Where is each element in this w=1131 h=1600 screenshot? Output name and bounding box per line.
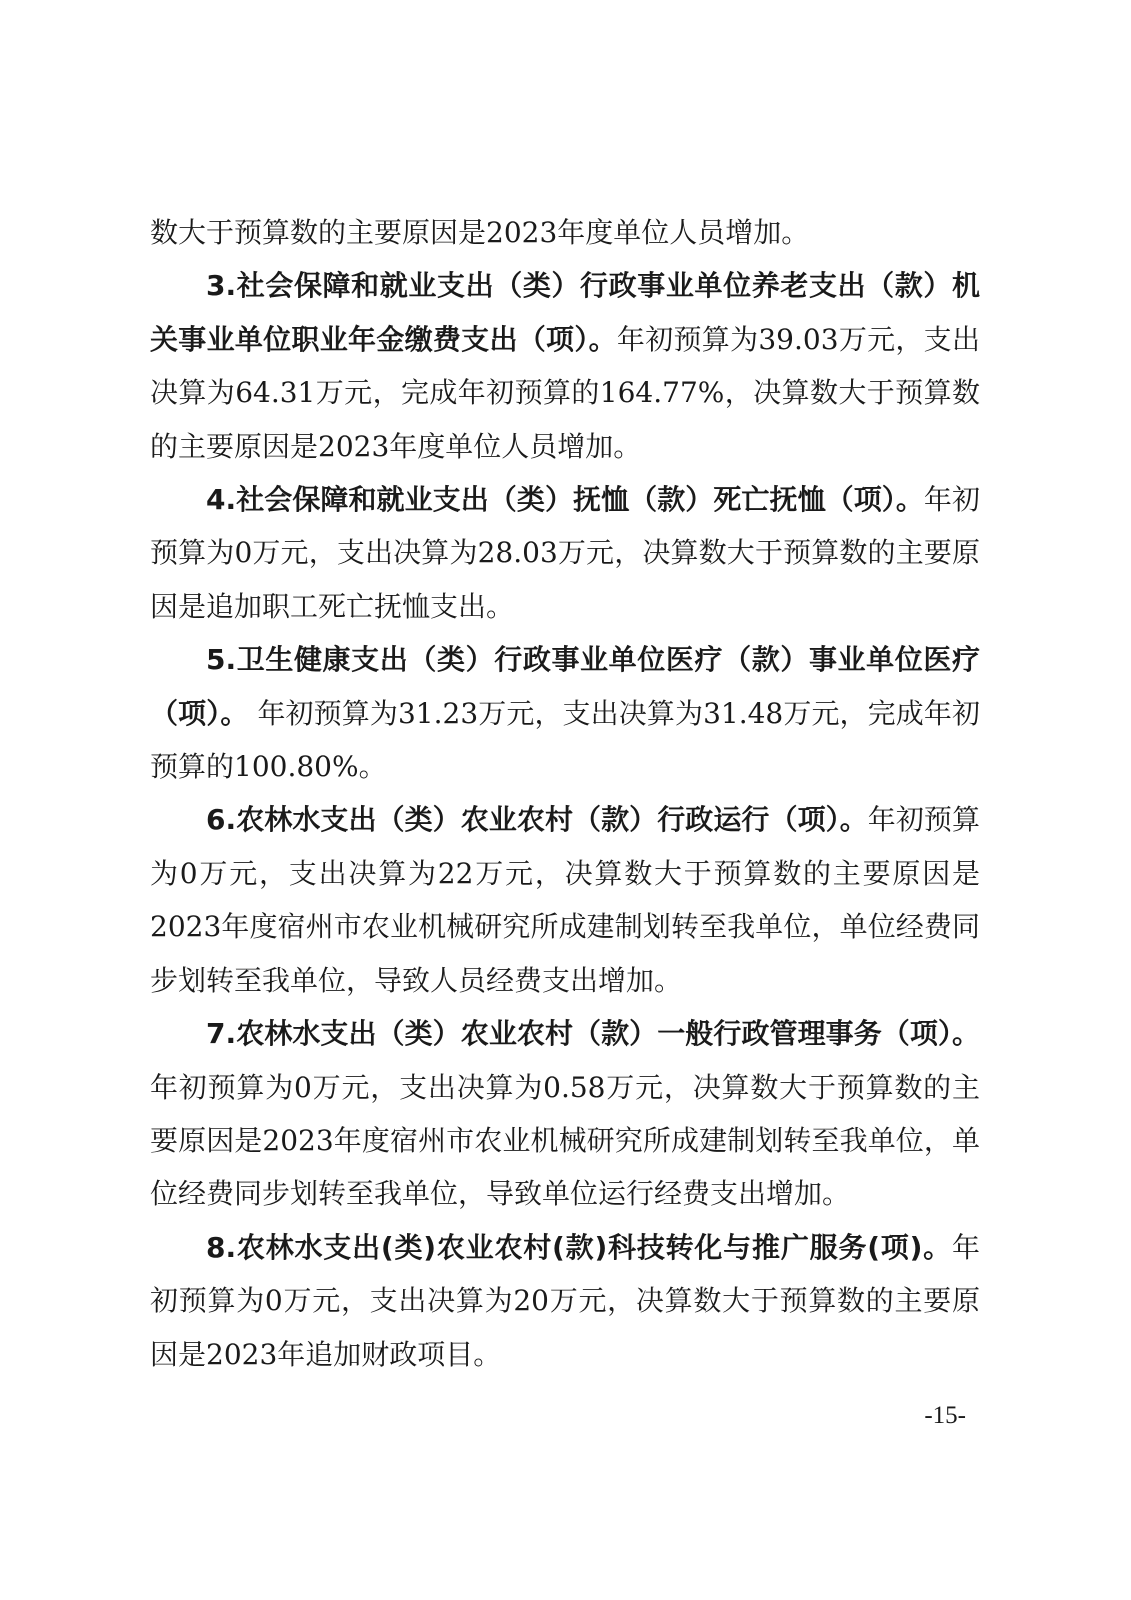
item-8-text: 年初预算为0万元，支出决算为20万元，决算数大于预算数的主要原因是2023年追加财政项目。 [150, 1230, 980, 1371]
item-4-paragraph [150, 473, 980, 633]
item-8-heading: 8.农林水支出(类)农业农村(款)科技转化与推广服务(项)。 [206, 1230, 952, 1264]
item-3-heading: 3.社会保障和就业支出（类）行政事业单位养老支出（款）机关事业单位职业年金缴费支出（项）。 [150, 269, 980, 356]
item-6-heading: 6.农林水支出（类）农业农村（款）行政运行（项）。 [206, 803, 868, 837]
item-8-paragraph [150, 1221, 980, 1381]
item-4-heading: 4.社会保障和就业支出（类）抚恤（款）死亡抚恤（项）。 [206, 483, 924, 517]
item-3-paragraph [150, 259, 980, 473]
page-number: -15- [924, 1402, 966, 1429]
item-7-paragraph [150, 1007, 980, 1221]
item-3-text: 年初预算为39.03万元，支出决算为64.31万元，完成年初预算的164.77%，决算数大于预算数的主要原因是2023年度单位人员增加。 [150, 322, 980, 463]
item-5-paragraph [150, 633, 980, 793]
item-7-text: 年初预算为0万元，支出决算为0.58万元，决算数大于预算数的主要原因是2023年度宿州市农业机械研究所成建制划转至我单位，单位经费同步划转至我单位，导致单位运行经费支出增加。 [150, 1070, 980, 1211]
item-6-paragraph [150, 793, 980, 1007]
body-text [150, 206, 980, 1381]
item-5-text: 年初预算为31.23万元，支出决算为31.48万元，完成年初预算的100.80%。 [150, 696, 980, 784]
continuation-paragraph: 数大于预算数的主要原因是2023年度单位人员增加。 [150, 216, 810, 249]
item-4-text: 年初预算为0万元，支出决算为28.03万元，决算数大于预算数的主要原因是追加职工死亡抚恤支出。 [150, 483, 980, 623]
item-5-heading: 5.卫生健康支出（类）行政事业单位医疗（款）事业单位医疗（项）。 [150, 643, 980, 730]
item-6-text: 年初预算为0万元，支出决算为22万元，决算数大于预算数的主要原因是2023年度宿州市农业机械研究所成建制划转至我单位，单位经费同步划转至我单位，导致人员经费支出增加。 [150, 803, 980, 997]
item-7-heading: 7.农林水支出（类）农业农村（款）一般行政管理事务（项）。 [206, 1017, 980, 1051]
